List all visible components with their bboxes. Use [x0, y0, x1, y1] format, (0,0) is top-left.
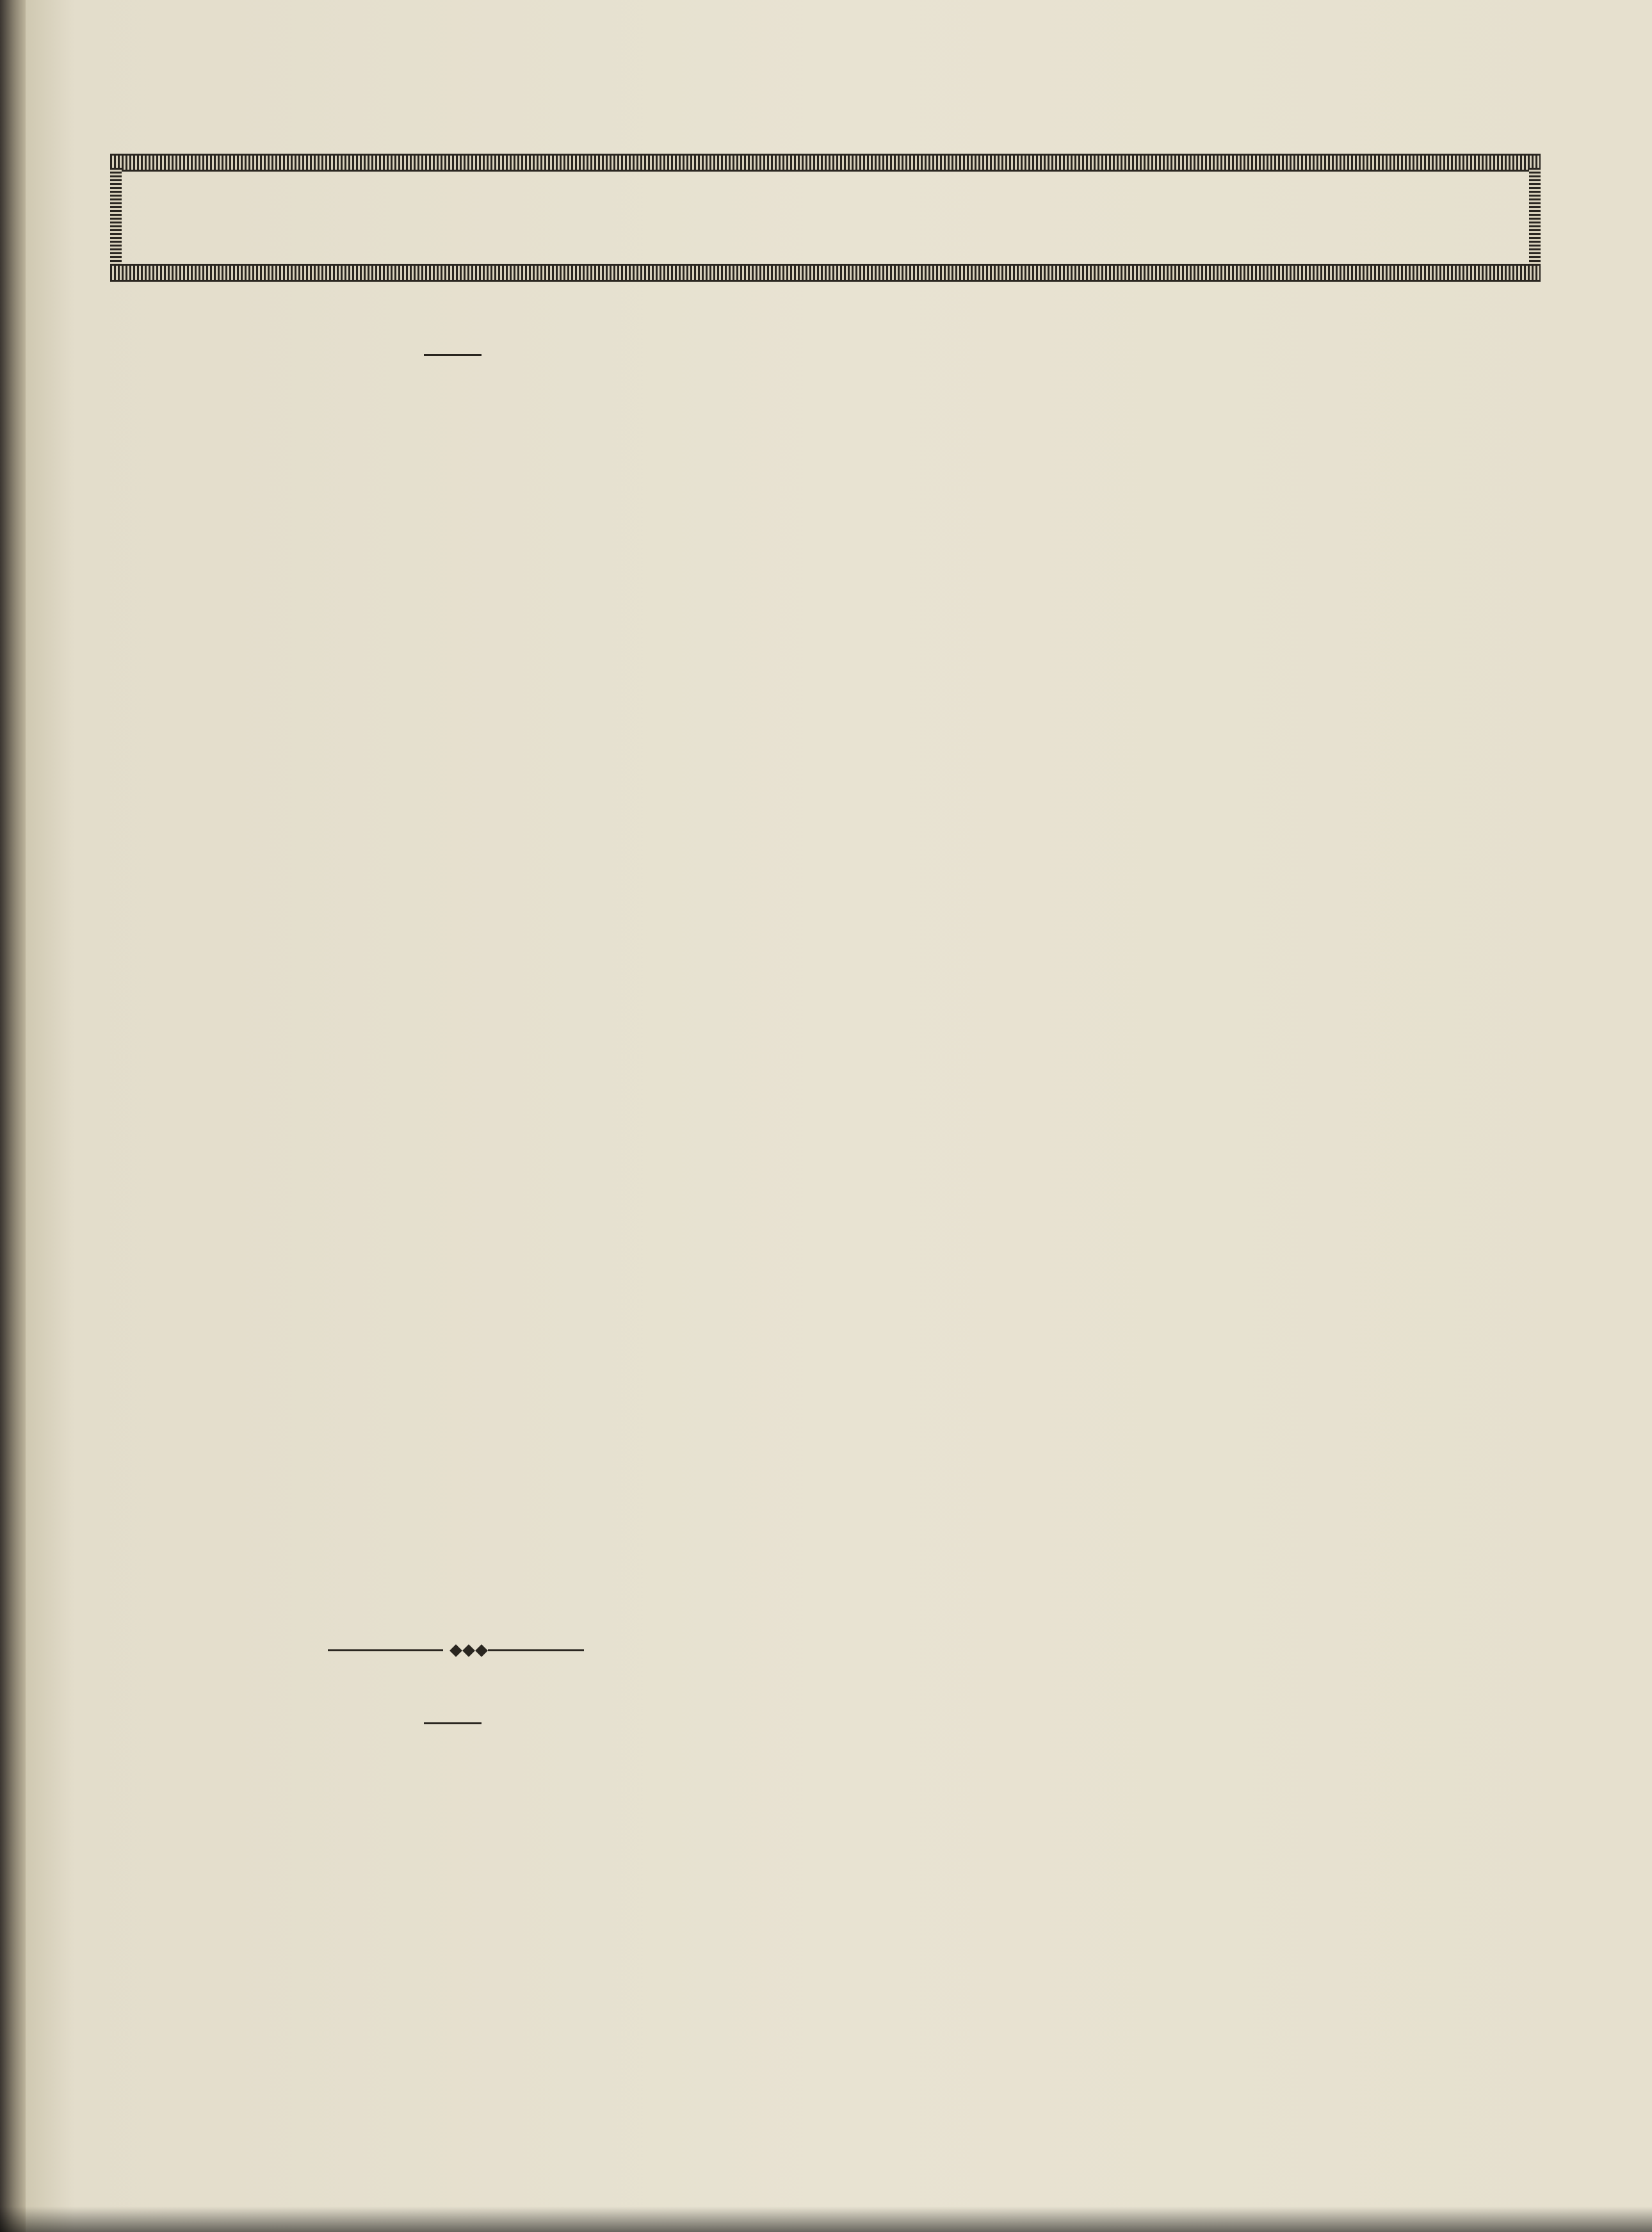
heading-rule: [424, 1722, 482, 1724]
printed-page: [26, 0, 1652, 2232]
banner-left-border: [110, 168, 122, 268]
banner-bottom-border: [110, 264, 1541, 282]
editorial-banner: [110, 154, 1541, 282]
section-divider-ornament: [328, 1644, 584, 1657]
page-bottom-shadow: [0, 2206, 1652, 2232]
heading-rule: [424, 354, 482, 356]
banner-right-border: [1529, 168, 1541, 268]
banner-top-border: [110, 154, 1541, 172]
running-head: [0, 76, 1652, 114]
page-binding-edge: [0, 0, 26, 2232]
